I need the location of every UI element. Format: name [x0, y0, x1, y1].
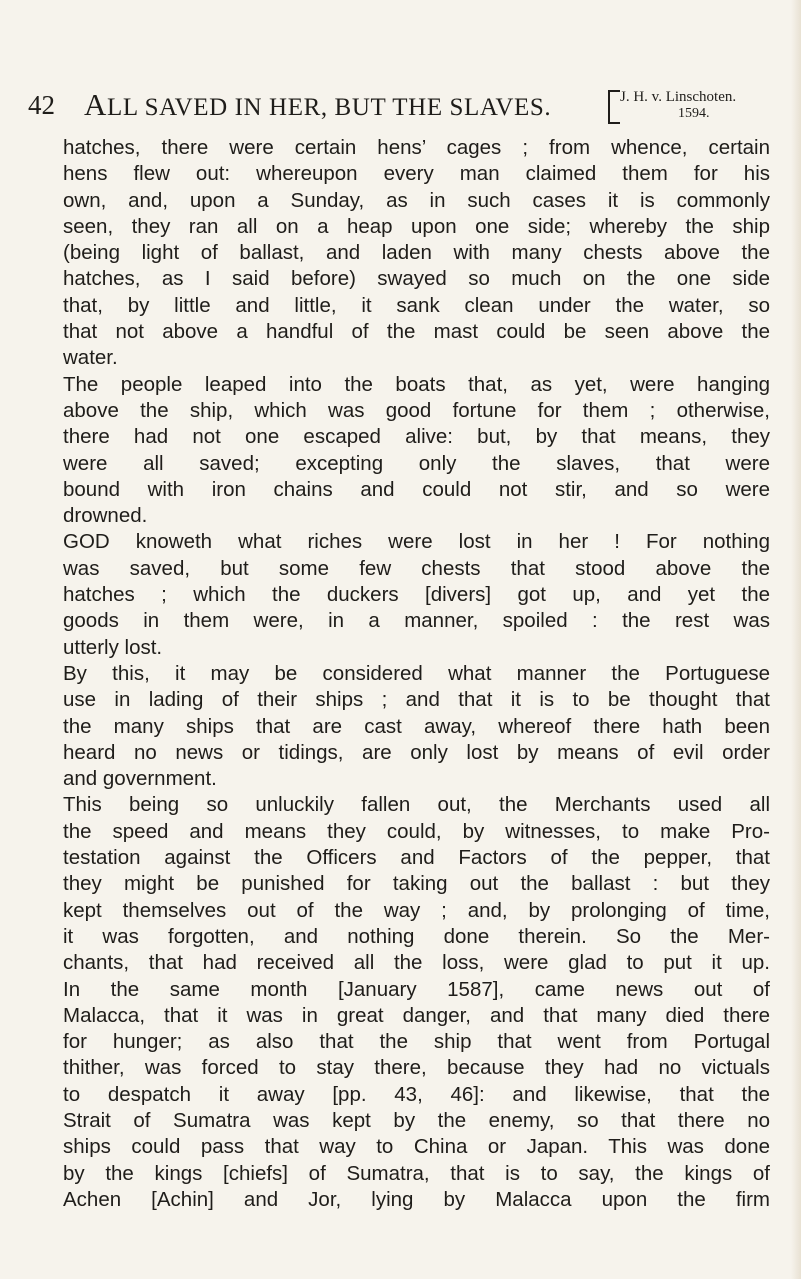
text-line: In the same month [January 1587], came news out of: [63, 977, 770, 1001]
text-line: there had not one escaped alive: but, by that means, they: [63, 425, 770, 449]
author-note: J. H. v. Linschoten.: [620, 89, 737, 105]
text-line: above the ship, which was good fortune for them ; otherwise,: [63, 398, 770, 422]
text-line: own, and, upon a Sunday, as in such cases it is commonly: [63, 188, 770, 212]
text-line: seen, they ran all on a heap upon one side; whereby the ship: [63, 214, 770, 238]
text-line: the many ships that are cast away, whereof there hath been: [63, 714, 770, 738]
text-line: hatches ; which the duckers [divers] got up, and yet the: [63, 583, 770, 607]
text-line: and government.: [63, 767, 217, 791]
text-line: kept themselves out of the way ; and, by prolonging of time,: [63, 898, 770, 922]
text-line: for hunger; as also that the ship that went from Portugal: [63, 1030, 770, 1054]
text-line: Malacca, that it was in great danger, and that many died there: [63, 1003, 770, 1027]
page-number: 42: [28, 90, 55, 120]
running-title: [84, 88, 551, 125]
page-edge-shadow: [791, 0, 801, 1279]
author-date-note: [608, 90, 778, 124]
text-line: By this, it may be considered what manner the Portuguese: [63, 661, 770, 685]
text-line: utterly lost.: [63, 635, 163, 659]
text-line: heard no news or tidings, are only lost by means of evil order: [63, 740, 770, 764]
bracket-glyph: [608, 90, 620, 124]
year-note: 1594.: [678, 106, 710, 121]
text-line: that, by little and little, it sank clean under the water, so: [63, 293, 770, 317]
text-line: the speed and means they could, by witnesses, to make Pro-: [63, 819, 770, 843]
text-line: ships could pass that way to China or Japan. This was done: [63, 1135, 770, 1159]
text-line: Achen [Achin] and Jor, lying by Malacca upon the firm: [63, 1187, 770, 1211]
text-line: chants, that had received all the loss, were glad to put it up.: [63, 951, 770, 975]
text-line: drowned.: [63, 504, 148, 528]
text-line: bound with iron chains and could not stir, and so were: [63, 477, 770, 501]
text-line: (being light of ballast, and laden with many chests above the: [63, 241, 770, 265]
running-title-initial: A: [84, 87, 107, 122]
running-header: [28, 88, 768, 128]
text-line: by the kings [chiefs] of Sumatra, that is to say, the kings of: [63, 1161, 770, 1185]
text-line: testation against the Officers and Factors of the pepper, that: [63, 846, 770, 870]
text-line: that not above a handful of the mast could be seen above the: [63, 320, 770, 344]
text-line: use in lading of their ships ; and that it is to be thought that: [63, 688, 770, 712]
text-line: were all saved; excepting only the slaves, that were: [63, 451, 770, 475]
text-line: hens flew out: whereupon every man claimed them for his: [63, 162, 770, 186]
text-line: This being so unluckily fallen out, the Merchants used all: [63, 793, 770, 817]
body-text: [63, 135, 770, 1213]
text-line: goods in them were, in a manner, spoiled : the rest was: [63, 609, 770, 633]
text-line: GOD knoweth what riches were lost in her ! For nothing: [63, 530, 770, 554]
text-line: they might be punished for taking out the ballast : but they: [63, 872, 770, 896]
text-line: hatches, as I said before) swayed so much on the one side: [63, 267, 770, 291]
text-line: The people leaped into the boats that, as yet, were hanging: [63, 372, 770, 396]
running-title-rest: LL SAVED IN HER, BUT THE SLAVES.: [107, 94, 552, 121]
text-line: it was forgotten, and nothing done therein. So the Mer-: [63, 924, 770, 948]
text-line: Strait of Sumatra was kept by the enemy, so that there no: [63, 1108, 770, 1132]
text-line: was saved, but some few chests that stood above the: [63, 556, 770, 580]
text-line: water.: [63, 346, 118, 370]
text-line: hatches, there were certain hens’ cages ; from whence, certain: [63, 136, 770, 159]
text-line: thither, was forced to stay there, because they had no victuals: [63, 1056, 770, 1080]
text-line: to despatch it away [pp. 43, 46]: and likewise, that the: [63, 1082, 770, 1106]
